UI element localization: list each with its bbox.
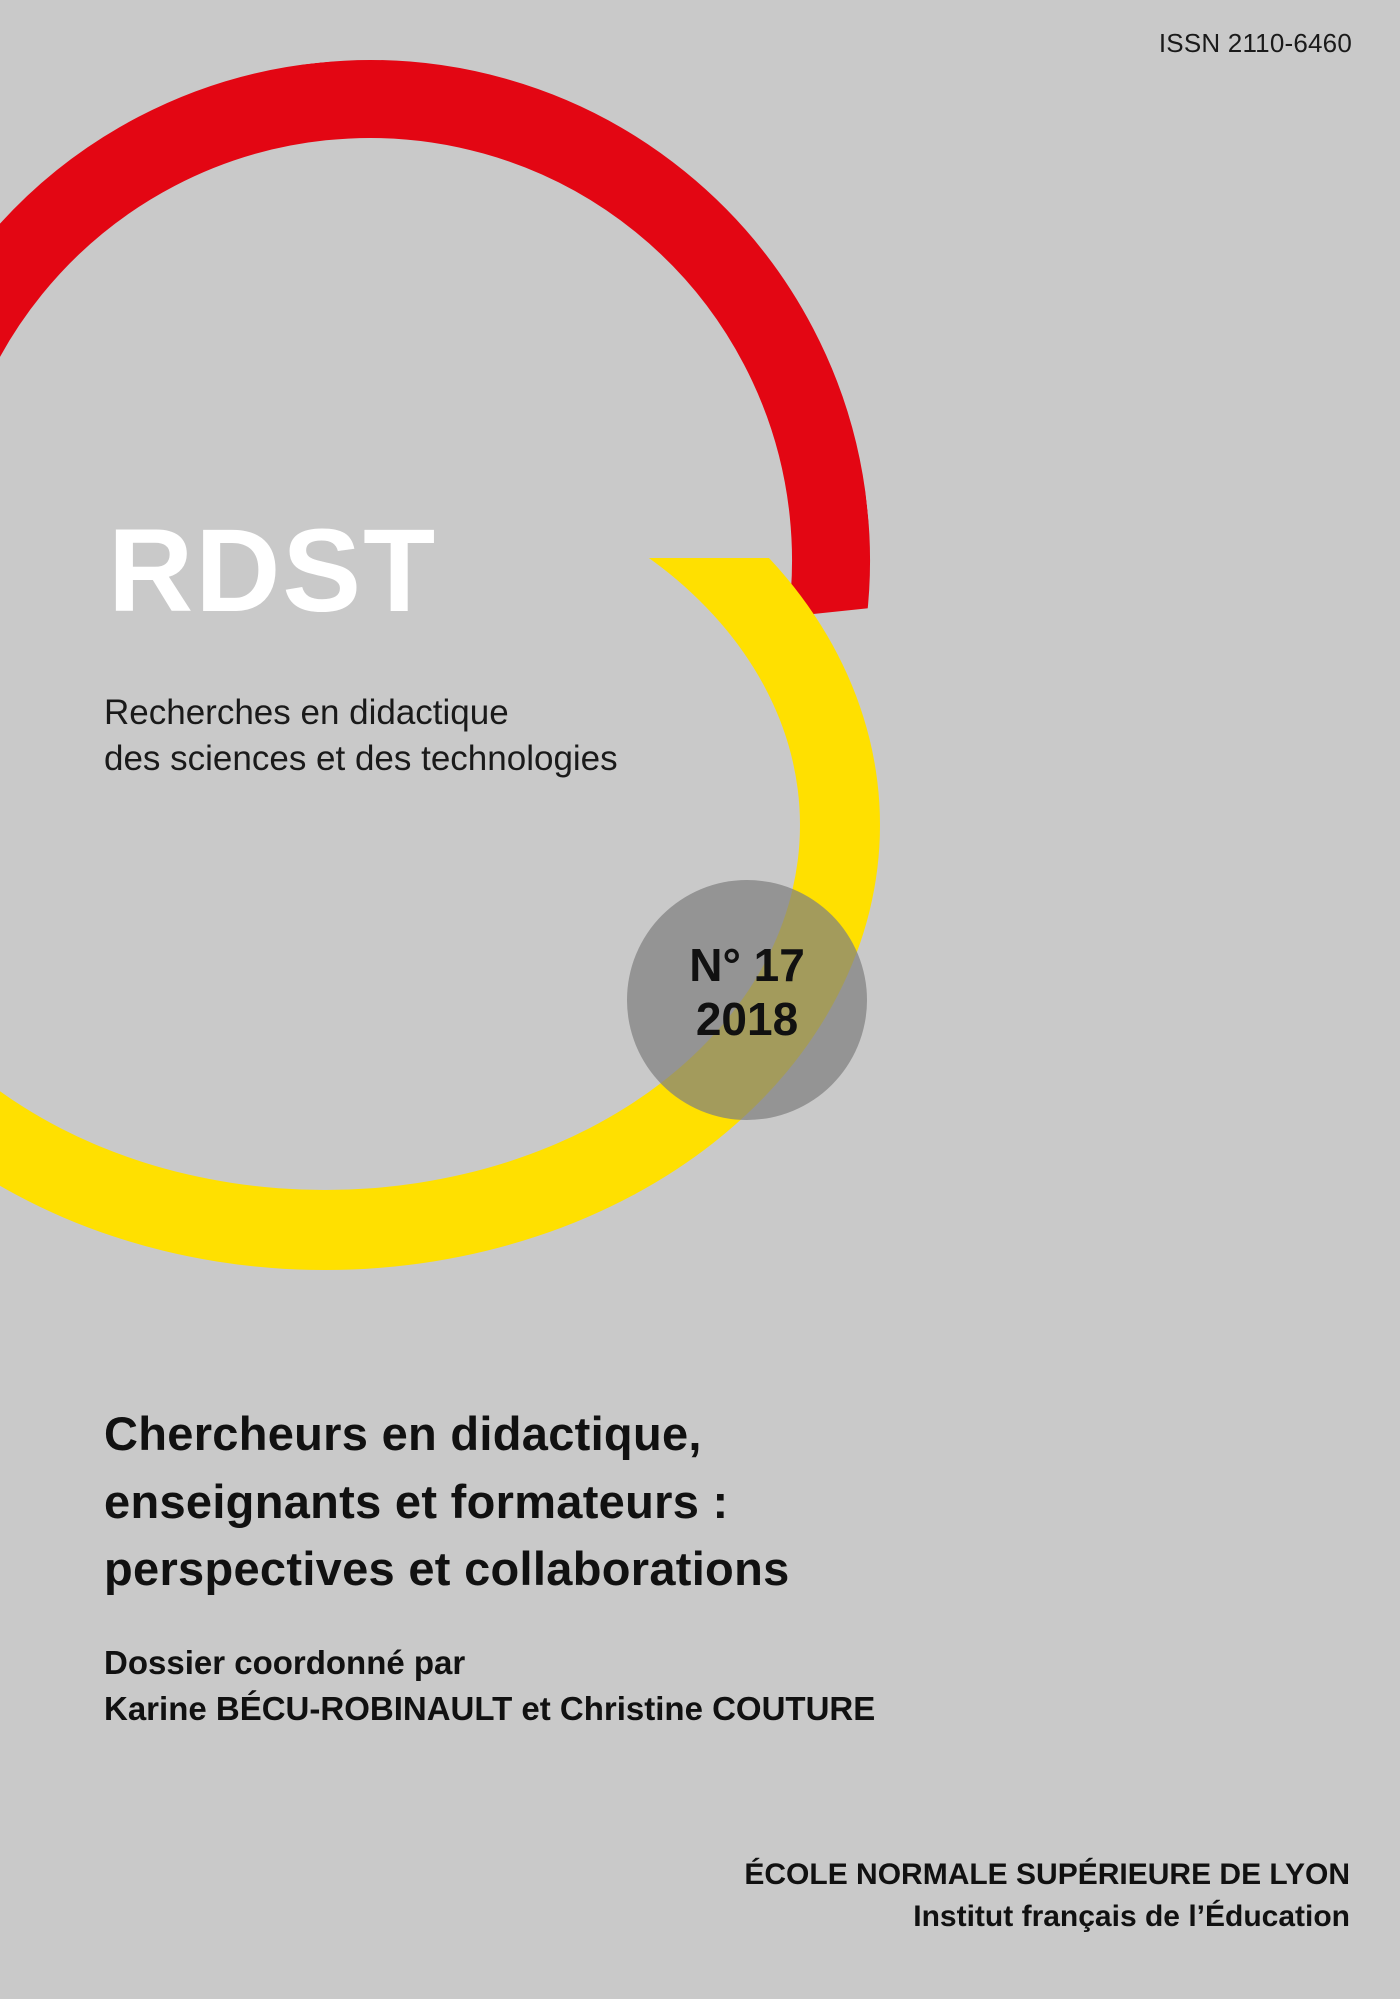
publisher-institution: ÉCOLE NORMALE SUPÉRIEURE DE LYON bbox=[744, 1857, 1350, 1891]
journal-subtitle bbox=[104, 690, 618, 782]
publisher-block bbox=[744, 1854, 1350, 1939]
issue-title-line-3: perspectives et collaborations bbox=[104, 1542, 790, 1596]
journal-subtitle-line-1: Recherches en didactique bbox=[104, 693, 509, 732]
issue-title-line-1: Chercheurs en didactique, bbox=[104, 1407, 702, 1460]
issue-number: N° 17 bbox=[689, 939, 805, 991]
coordination-label: Dossier coordonné par bbox=[104, 1644, 466, 1681]
coordinator-names: Karine BÉCU-ROBINAULT et Christine COUTURE bbox=[104, 1689, 876, 1727]
issue-year: 2018 bbox=[695, 993, 799, 1046]
coordination-block bbox=[104, 1640, 1204, 1731]
journal-subtitle-line-2: des sciences et des technologies bbox=[104, 739, 618, 779]
journal-logo: RDST bbox=[108, 505, 438, 637]
issue-title bbox=[104, 1400, 1194, 1603]
publisher-department: Institut français de l’Éducation bbox=[913, 1900, 1350, 1934]
issn-text: ISSN 2110-6460 bbox=[1158, 28, 1352, 58]
issue-title-line-2: enseignants et formateurs : bbox=[104, 1474, 729, 1528]
issue-badge-text bbox=[627, 938, 867, 1047]
